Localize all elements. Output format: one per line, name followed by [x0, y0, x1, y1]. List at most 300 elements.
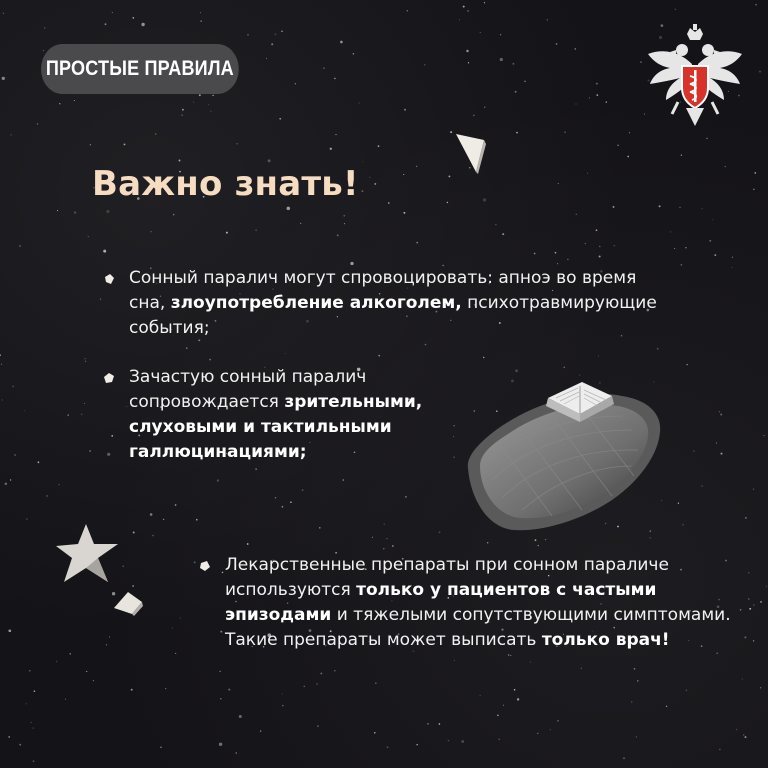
star-dot: [275, 33, 277, 35]
paper-bullet-icon: [103, 273, 115, 285]
star-dot: [19, 245, 21, 247]
star-dot: [24, 410, 25, 411]
star-dot: [103, 250, 106, 253]
star-dot: [565, 132, 566, 133]
star-dot: [468, 62, 469, 63]
star-dot: [596, 83, 598, 85]
star-dot: [682, 524, 684, 526]
star-dot: [759, 71, 761, 73]
star-dot: [89, 450, 91, 452]
star-dot: [374, 183, 376, 185]
star-dot: [32, 727, 33, 728]
star-dot: [674, 9, 676, 11]
star-dot: [58, 484, 59, 485]
star-dot: [755, 172, 757, 174]
star-dot: [67, 414, 69, 416]
star-dot: [659, 205, 661, 207]
star-dot: [194, 561, 196, 563]
star-dot: [255, 468, 256, 469]
star-dot: [236, 143, 238, 145]
star-dot: [320, 673, 322, 675]
star-dot: [484, 2, 485, 3]
star-dot: [596, 229, 598, 231]
star-dot: [340, 41, 343, 44]
star-dot: [483, 198, 486, 201]
star-dot: [131, 689, 133, 691]
star-dot: [106, 210, 109, 213]
star-dot: [535, 539, 537, 541]
star-dot: [403, 212, 405, 214]
star-dot: [209, 359, 211, 361]
star-dot: [567, 259, 568, 260]
star-dot: [693, 450, 694, 451]
star-dot: [175, 653, 176, 654]
star-dot: [132, 17, 134, 19]
star-dot: [353, 53, 355, 55]
star-dot: [685, 247, 686, 248]
star-dot: [90, 144, 91, 145]
star-dot: [10, 479, 11, 480]
star-dot: [763, 435, 764, 436]
star-dot: [186, 347, 187, 348]
star-dot: [649, 537, 651, 539]
star-dot: [581, 668, 582, 669]
bullet-item: [103, 365, 503, 465]
star-dot: [487, 542, 489, 544]
star-dot: [84, 403, 85, 404]
star-dot: [193, 102, 194, 103]
page-title: Важно знать!: [92, 164, 359, 204]
star-dot: [374, 732, 376, 734]
bullet-text: Сонный паралич могут спровоцировать: апноэ во время сна, злоупотребление алкоголем, психотравмирующие события;: [129, 268, 657, 338]
star-dot: [175, 504, 177, 506]
star-dot: [724, 166, 725, 167]
star-dot: [282, 705, 283, 706]
star-dot: [743, 734, 744, 735]
star-dot: [537, 733, 538, 734]
star-dot: [512, 63, 514, 65]
star-dot: [760, 601, 762, 603]
star-dot: [709, 240, 711, 242]
star-dot: [100, 299, 101, 300]
star-dot: [228, 689, 230, 691]
star-dot: [330, 148, 332, 150]
star-dot: [550, 729, 551, 730]
star-dot: [317, 683, 318, 684]
star-dot: [720, 414, 722, 416]
star-dot: [255, 229, 257, 231]
star-dot: [132, 585, 134, 587]
star-dot: [163, 519, 164, 520]
star-dot: [279, 118, 281, 120]
star-dot: [106, 644, 107, 645]
star-dot: [585, 243, 586, 244]
star-dot: [760, 687, 761, 688]
star-dot: [497, 714, 499, 716]
star-dot: [86, 671, 87, 672]
star-dot: [631, 701, 632, 702]
star-dot: [386, 538, 387, 539]
star-dot: [337, 234, 339, 236]
star-dot: [46, 495, 47, 496]
star-dot: [173, 214, 175, 216]
star-dot: [302, 489, 304, 491]
star-dot: [753, 488, 755, 490]
star-dot: [392, 545, 394, 547]
star-dot: [236, 752, 237, 753]
star-dot: [753, 189, 754, 190]
star-dot: [748, 572, 749, 573]
star-dot: [555, 252, 557, 254]
star-dot: [678, 503, 679, 504]
star-dot: [275, 497, 276, 498]
star-dot: [416, 166, 417, 167]
star-dot: [404, 109, 406, 111]
star-dot: [514, 689, 516, 691]
star-dot: [670, 231, 672, 233]
star-dot: [5, 483, 7, 485]
star-dot: [503, 705, 504, 706]
star-dot: [731, 267, 732, 268]
star-dot: [323, 67, 324, 68]
star-dot: [196, 519, 198, 521]
star-dot: [160, 746, 162, 748]
star-dot: [362, 161, 363, 162]
star-dot: [70, 653, 71, 654]
star-dot: [141, 23, 144, 26]
star-dot: [706, 138, 708, 140]
star-dot: [361, 190, 363, 192]
category-badge: [41, 44, 239, 94]
star-dot: [508, 654, 509, 655]
star-dot: [217, 479, 219, 481]
star-dot: [155, 133, 156, 134]
star-dot: [304, 686, 305, 687]
star-dot: [317, 725, 319, 727]
star-dot: [516, 132, 518, 134]
star-dot: [369, 177, 370, 178]
star-dot: [416, 744, 418, 746]
star-dot: [26, 703, 27, 704]
star-dot: [547, 19, 548, 20]
star-dot: [109, 637, 110, 638]
star-dot: [85, 358, 86, 359]
star-dot: [181, 114, 183, 116]
star-dot: [172, 628, 173, 629]
star-dot: [613, 206, 615, 208]
star-dot: [295, 83, 296, 84]
star-dot: [10, 134, 11, 135]
star-dot: [0, 354, 1, 356]
star-dot: [57, 210, 58, 211]
star-dot: [517, 698, 519, 700]
star-dot: [461, 740, 464, 743]
star-dot: [617, 145, 618, 146]
double-headed-eagle-emblem-icon: [642, 22, 748, 132]
star-dot: [26, 518, 28, 520]
paper-bullet-icon: [199, 560, 211, 572]
star-dot: [180, 617, 181, 618]
star-dot: [372, 537, 373, 538]
star-dot: [93, 680, 94, 681]
star-dot: [637, 680, 639, 682]
star-dot: [300, 223, 301, 224]
star-dot: [85, 361, 86, 362]
star-dot: [271, 43, 273, 45]
star-dot: [344, 223, 345, 224]
star-dot: [29, 670, 31, 672]
star-dot: [473, 115, 475, 117]
star-dot: [714, 254, 716, 256]
star-dot: [199, 94, 201, 96]
star-dot: [499, 739, 500, 740]
star-dot: [742, 678, 743, 679]
star-dot: [74, 211, 76, 213]
star-dot: [448, 175, 450, 177]
star-dot: [210, 111, 211, 112]
star-dot: [766, 586, 767, 587]
star-dot: [208, 104, 209, 105]
star-dot: [247, 543, 249, 545]
star-dot: [740, 609, 742, 611]
star-dot: [378, 145, 380, 147]
star-dot: [152, 535, 154, 537]
star-dot: [510, 655, 511, 656]
star-dot: [59, 103, 60, 104]
star-dot: [424, 64, 425, 65]
star-dot: [151, 231, 152, 232]
star-dot: [480, 695, 481, 696]
star-dot: [666, 706, 667, 707]
star-dot: [266, 58, 267, 59]
star-dot: [14, 454, 16, 456]
star-dot: [34, 690, 36, 692]
star-dot: [596, 94, 598, 96]
star-dot: [427, 723, 429, 725]
star-dot: [524, 81, 526, 83]
star-dot: [576, 214, 578, 216]
star-dot: [343, 479, 345, 481]
star-dot: [112, 12, 113, 13]
star-dot: [629, 132, 630, 133]
star-dot: [74, 100, 75, 101]
star-dot: [623, 757, 625, 759]
star-dot: [495, 224, 496, 225]
star-dot: [335, 134, 336, 135]
star-dot: [12, 385, 14, 387]
star-dot: [558, 183, 559, 184]
star-dot: [749, 608, 751, 610]
star-dot: [31, 722, 32, 723]
star-dot: [343, 215, 345, 217]
star-dot: [467, 10, 469, 12]
star-dot: [598, 356, 599, 357]
star-dot: [403, 174, 404, 175]
star-dot: [530, 661, 531, 662]
star-dot: [748, 598, 750, 600]
star-dot: [387, 746, 389, 748]
star-dot: [466, 50, 468, 52]
star-dot: [44, 27, 45, 28]
paper-bullet-icon: [103, 372, 115, 384]
star-dot: [405, 496, 407, 498]
star-dot: [319, 527, 320, 528]
paper-star-icon: [52, 520, 124, 588]
star-dot: [599, 256, 601, 258]
star-dot: [745, 517, 747, 519]
star-dot: [674, 248, 675, 249]
star-dot: [439, 531, 441, 533]
pillow-with-book-icon: [462, 360, 668, 536]
star-dot: [43, 50, 44, 51]
star-dot: [281, 30, 283, 32]
star-dot: [712, 219, 713, 220]
star-dot: [133, 532, 135, 534]
star-dot: [105, 23, 107, 25]
star-dot: [2, 77, 5, 80]
star-dot: [636, 736, 637, 737]
star-dot: [534, 253, 536, 255]
star-dot: [448, 740, 449, 741]
star-dot: [686, 364, 687, 365]
star-dot: [459, 19, 460, 20]
star-dot: [220, 671, 221, 672]
star-dot: [33, 760, 35, 762]
paper-scrap-icon: [452, 130, 492, 176]
star-dot: [260, 730, 261, 731]
bullet-item: [199, 553, 739, 653]
bullet-text: Зачастую сонный паралич сопровождается зрительными, слуховыми и тактильными галлюцинациями;: [129, 367, 423, 462]
star-dot: [606, 101, 607, 102]
star-dot: [124, 143, 126, 145]
star-dot: [575, 103, 576, 104]
star-dot: [287, 207, 291, 211]
star-dot: [587, 173, 588, 174]
star-dot: [589, 97, 590, 98]
star-dot: [500, 34, 501, 35]
star-dot: [557, 720, 559, 722]
star-dot: [1, 364, 2, 365]
star-dot: [599, 246, 600, 247]
star-dot: [200, 20, 202, 22]
star-dot: [88, 236, 89, 237]
star-dot: [753, 640, 754, 641]
star-dot: [702, 208, 703, 209]
star-dot: [220, 698, 222, 700]
star-dot: [679, 207, 680, 208]
star-dot: [334, 78, 335, 79]
star-dot: [388, 202, 390, 204]
star-dot: [515, 91, 517, 93]
paper-scrap-icon: [110, 588, 146, 618]
star-dot: [282, 693, 283, 694]
star-dot: [226, 232, 228, 234]
star-dot: [407, 10, 408, 11]
star-dot: [416, 242, 418, 244]
star-dot: [721, 453, 723, 455]
star-dot: [425, 344, 427, 346]
star-dot: [165, 688, 166, 689]
star-dot: [681, 154, 682, 155]
star-dot: [334, 670, 335, 671]
star-dot: [359, 102, 360, 103]
star-dot: [755, 4, 756, 5]
star-dot: [681, 264, 683, 266]
star-dot: [454, 660, 455, 661]
star-dot: [384, 524, 385, 525]
star-dot: [716, 443, 717, 444]
bullet-text: Лекарственные препараты при сонном параличе используются только у пациентов с частыми эпизодами и тяжелыми сопутствующими симптомами. Такие препараты может выписать только врач!: [225, 555, 731, 650]
star-dot: [719, 749, 720, 750]
star-dot: [439, 723, 441, 725]
star-dot: [37, 123, 39, 125]
star-dot: [537, 545, 538, 546]
star-dot: [212, 95, 213, 96]
star-dot: [463, 6, 465, 8]
star-dot: [744, 636, 746, 638]
star-dot: [627, 156, 629, 158]
star-dot: [375, 682, 377, 684]
star-dot: [502, 233, 504, 235]
star-dot: [282, 506, 284, 508]
star-dot: [19, 744, 21, 746]
category-badge-label: ПРОСТЫЕ ПРАВИЛА: [45, 57, 234, 80]
star-dot: [81, 414, 83, 416]
star-dot: [745, 736, 747, 738]
star-dot: [545, 539, 546, 540]
star-dot: [480, 32, 481, 33]
star-dot: [8, 736, 10, 738]
star-dot: [38, 461, 40, 463]
star-dot: [753, 604, 754, 605]
star-dot: [247, 34, 249, 36]
star-dot: [657, 348, 659, 350]
star-dot: [150, 513, 153, 516]
star-dot: [484, 107, 485, 108]
star-dot: [383, 548, 384, 549]
star-dot: [219, 743, 222, 746]
star-dot: [239, 715, 242, 718]
star-dot: [2, 399, 3, 400]
star-dot: [3, 13, 4, 14]
star-dot: [179, 160, 181, 162]
star-dot: [8, 629, 11, 632]
star-dot: [686, 689, 688, 691]
star-dot: [614, 245, 615, 246]
star-dot: [56, 661, 58, 663]
star-dot: [447, 202, 448, 203]
star-dot: [483, 357, 484, 358]
star-dot: [200, 12, 201, 13]
star-dot: [290, 501, 292, 503]
star-dot: [182, 109, 184, 111]
star-dot: [556, 43, 558, 45]
star-dot: [732, 257, 733, 258]
star-dot: [557, 263, 558, 264]
star-dot: [719, 411, 720, 412]
star-dot: [500, 58, 503, 61]
star-dot: [268, 159, 271, 162]
star-dot: [285, 353, 286, 354]
star-dot: [736, 729, 738, 731]
star-dot: [634, 668, 636, 670]
star-dot: [701, 485, 703, 487]
star-dot: [575, 48, 577, 50]
bullet-item: [103, 266, 663, 341]
star-dot: [65, 699, 66, 700]
star-dot: [378, 355, 380, 357]
star-dot: [350, 262, 353, 265]
